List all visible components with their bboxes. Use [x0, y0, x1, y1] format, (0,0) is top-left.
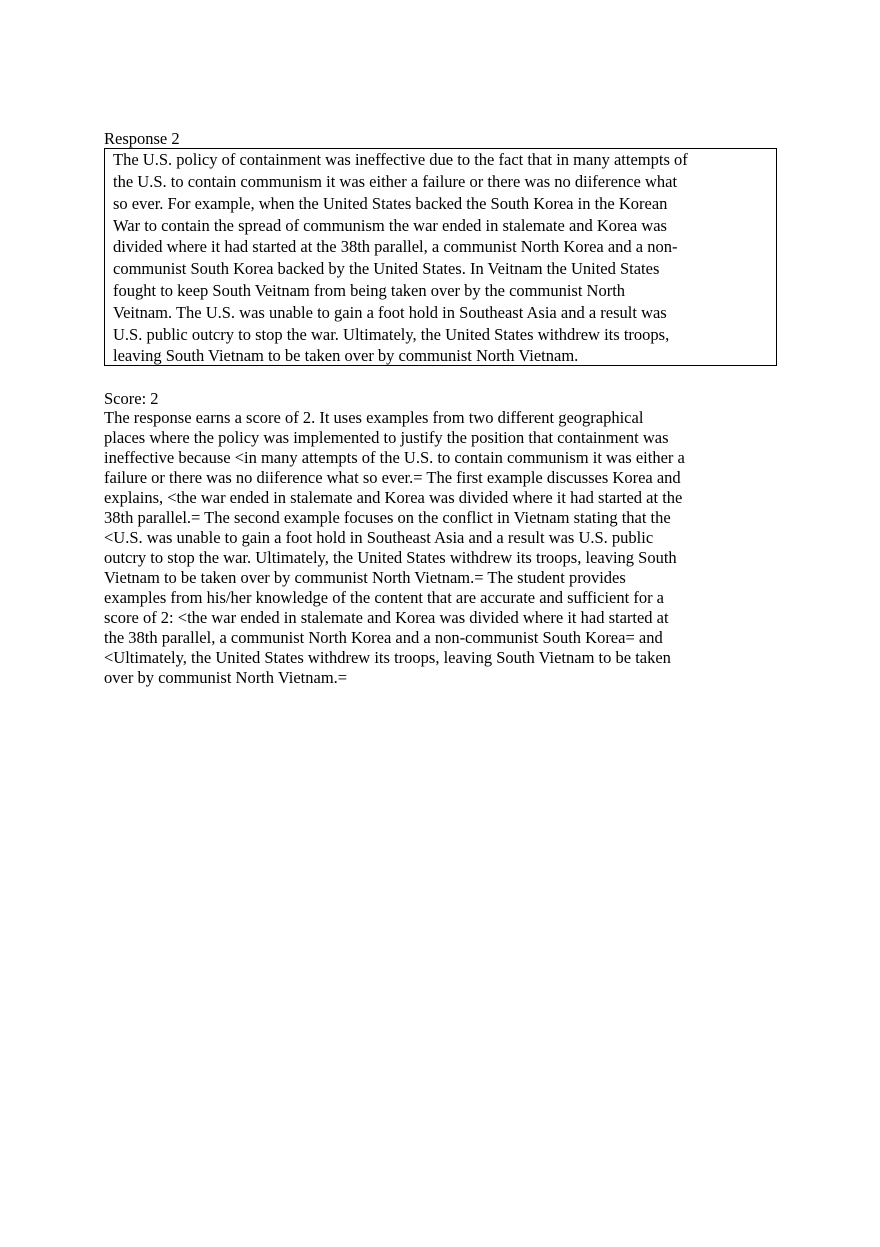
score-line: the 38th parallel, a communist North Korea and a non-communist South Korea= and: [104, 628, 663, 647]
score-line: examples from his/her knowledge of the content that are accurate and sufficient for a: [104, 588, 665, 607]
score-line: ineffective because <in many attempts of the U.S. to contain communism it was either a: [104, 448, 685, 467]
score-line: <U.S. was unable to gain a foot hold in Southeast Asia and a result was U.S. public: [104, 528, 654, 547]
response-line: communist South Korea backed by the United States. In Veitnam the United States: [113, 259, 660, 278]
score-line: explains, <the war ended in stalemate and Korea was divided where it had started at the: [104, 488, 683, 507]
response-line: so ever. For example, when the United States backed the South Korea in the Korean: [113, 194, 668, 213]
response-line: The U.S. policy of containment was ineffective due to the fact that in many attempts of: [113, 150, 688, 169]
response-line: the U.S. to contain communism it was either a failure or there was no diiference what: [113, 172, 678, 191]
response-line: leaving South Vietnam to be taken over by communist North Vietnam.: [113, 346, 579, 365]
response-line: U.S. public outcry to stop the war. Ultimately, the United States withdrew its troops,: [113, 325, 670, 344]
score-line: 38th parallel.= The second example focuses on the conflict in Vietnam stating that the: [104, 508, 671, 527]
score-line: failure or there was no diiference what so ever.= The first example discusses Korea and: [104, 468, 681, 487]
score-line: Vietnam to be taken over by communist North Vietnam.= The student provides: [104, 568, 626, 587]
response-line: divided where it had started at the 38th parallel, a communist North Korea and a non-: [113, 237, 678, 256]
score-line: over by communist North Vietnam.=: [104, 668, 348, 687]
score-line: <Ultimately, the United States withdrew its troops, leaving South Vietnam to be taken: [104, 648, 671, 667]
response-line: Veitnam. The U.S. was unable to gain a foot hold in Southeast Asia and a result was: [113, 303, 667, 322]
response-heading: Response 2: [104, 129, 180, 148]
response-line: fought to keep South Veitnam from being taken over by the communist North: [113, 281, 626, 300]
response-box: [104, 148, 777, 366]
score-line: score of 2: <the war ended in stalemate and Korea was divided where it had started at: [104, 608, 669, 627]
response-line: War to contain the spread of communism the war ended in stalemate and Korea was: [113, 216, 667, 235]
score-line: outcry to stop the war. Ultimately, the United States withdrew its troops, leaving South: [104, 548, 677, 567]
score-line: places where the policy was implemented to justify the position that containment was: [104, 428, 669, 447]
score-heading: Score: 2: [104, 389, 159, 408]
score-line: The response earns a score of 2. It uses examples from two different geographical: [104, 408, 644, 427]
